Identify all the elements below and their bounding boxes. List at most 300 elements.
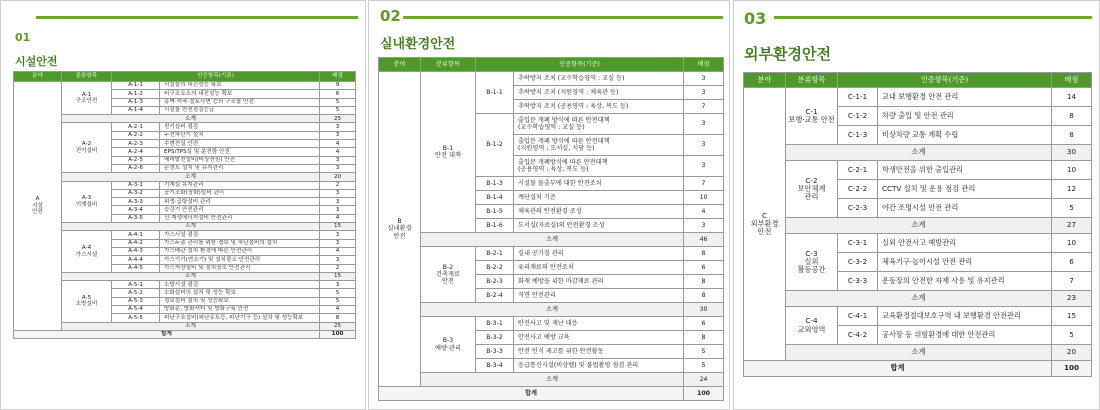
text-line: 석면 안전관리 [518, 291, 556, 299]
table-row [14, 181, 356, 189]
area-cell [744, 88, 786, 361]
subtotal-row [744, 291, 1092, 307]
table-row [744, 88, 1092, 107]
text-line: C-1 [805, 106, 818, 116]
item-criteria [514, 135, 684, 156]
item-code: A-1-2 [112, 90, 160, 98]
item-criteria: 실외 안전사고 예방관리 [878, 234, 1052, 253]
text-line: 추락방지 조치 (교수학습영역 : 교실 등) [518, 74, 625, 82]
text-line: 보안체계 [797, 183, 826, 193]
category-cell [786, 88, 838, 145]
item-score: 3 [320, 239, 356, 247]
subtotal-value: 15 [320, 223, 356, 231]
item-criteria [514, 86, 684, 100]
area-cell [379, 72, 421, 387]
item-criteria: 예비발전설비(비상전원) 안전 [160, 156, 320, 164]
item-criteria: 공기조화(장화)설비 관리 [160, 189, 320, 197]
subtotal-row [744, 145, 1092, 161]
item-score: 3 [684, 156, 724, 177]
item-criteria [514, 191, 684, 205]
section-number: 01 [15, 31, 31, 44]
subtotal-row [379, 233, 724, 247]
subtotal-label: 소계 [62, 223, 320, 231]
table-header-row [379, 58, 724, 72]
text-line: 관리 [804, 192, 819, 202]
text-line: 계단설치 기준 [518, 193, 556, 201]
item-score: 3 [320, 123, 356, 131]
section-title: 실내환경안전 [380, 37, 456, 52]
text-line: C-3 [805, 248, 818, 258]
item-code: A-2-6 [112, 164, 160, 172]
table-row [744, 161, 1092, 180]
text-line: 안전 인식 제고를 위한 안전활동 [518, 347, 604, 355]
subtotal-label: 소계 [421, 233, 684, 247]
item-code: A-3-1 [112, 181, 160, 189]
text-line: B [397, 218, 402, 226]
total-label: 합계 [744, 361, 1052, 377]
item-code: A-4-5 [112, 264, 160, 272]
item-criteria: 공사장 등 위험환경에 대한 안전관리 [878, 326, 1052, 345]
text-line: B-3 [442, 337, 454, 345]
item-score: 2 [320, 181, 356, 189]
item-code: B-1-6 [476, 219, 514, 233]
item-criteria: 야간 조명시설 안전 관리 [878, 199, 1052, 218]
item-criteria [514, 289, 684, 303]
table-row [379, 72, 724, 86]
text-line: C [761, 210, 768, 220]
text-line: 구조안전 [75, 98, 98, 105]
item-criteria: 시설물의 내진성능 확보 [160, 82, 320, 90]
text-line: 교외영역 [797, 324, 826, 334]
category-cell [786, 234, 838, 291]
item-criteria [514, 247, 684, 261]
item-code: C-1-1 [838, 88, 878, 107]
item-score: 3 [684, 219, 724, 233]
item-code: A-3-4 [112, 206, 160, 214]
text-line: 가스시설 [75, 251, 98, 258]
item-score: 14 [1052, 88, 1092, 107]
table-body [14, 82, 356, 339]
item-criteria: 기계실 유지관리 [160, 181, 320, 189]
text-line: (교수학습영역 : 교실 등) [518, 124, 585, 131]
item-score: 5 [320, 289, 356, 297]
subtotal-label: 소계 [421, 303, 684, 317]
item-score: 8 [684, 247, 724, 261]
item-score: 6 [1052, 253, 1092, 272]
item-code: C-4-1 [838, 307, 878, 326]
table-row [379, 247, 724, 261]
header-score: 배점 [320, 72, 356, 82]
item-code: B-2-1 [476, 247, 514, 261]
divider-line [403, 16, 723, 19]
item-score: 5 [320, 106, 356, 114]
subtotal-row [14, 173, 356, 181]
item-code: A-4-3 [112, 247, 160, 255]
item-criteria: 소화설비의 설치 및 성능 확보 [160, 289, 320, 297]
item-criteria: 가스기기(연소기) 및 설치장소 안전관리 [160, 256, 320, 264]
text-line: 소방설비 [75, 301, 98, 308]
item-score: 3 [684, 72, 724, 86]
total-value: 100 [684, 387, 724, 401]
item-score: 8 [1052, 107, 1092, 126]
item-criteria: 신·재생에너지설비 안전관리 [160, 214, 320, 222]
text-line: 보행·교통 안전 [788, 115, 835, 124]
item-code: A-5-1 [112, 281, 160, 289]
divider-line [774, 16, 1092, 19]
item-code: B-3-2 [476, 331, 514, 345]
item-criteria: 비구조요소의 내진성능 확보 [160, 90, 320, 98]
item-code: A-4-2 [112, 239, 160, 247]
item-score: 3 [320, 281, 356, 289]
subtotal-row [379, 373, 724, 387]
table-row [14, 82, 356, 90]
item-criteria: 피난구조설비(피난유도등, 피난기구 등) 설치 및 성능확보 [160, 314, 320, 322]
item-code: A-2-1 [112, 123, 160, 131]
table-header-row [744, 73, 1092, 88]
item-code: B-2-4 [476, 289, 514, 303]
total-row [379, 387, 724, 401]
text-line: (지원영역 : 도서실, 식당 등) [518, 145, 595, 152]
item-code: B-3-4 [476, 359, 514, 373]
item-code: A-2-5 [112, 156, 160, 164]
section-number: 02 [380, 7, 401, 25]
text-line: 안전사고 및 재난 대응 [518, 319, 578, 327]
subtotal-label: 소계 [786, 291, 1052, 307]
item-criteria [514, 219, 684, 233]
item-code: B-1-2 [476, 114, 514, 177]
item-score: 7 [684, 177, 724, 191]
section-title: 외부환경안전 [744, 45, 831, 63]
text-line: B-1 [442, 144, 454, 152]
subtotal-label: 소계 [786, 145, 1052, 161]
item-score: 3 [320, 156, 356, 164]
item-criteria [514, 317, 684, 331]
panel-indoor-safety [368, 0, 730, 410]
item-code: A-4-1 [112, 231, 160, 239]
subtotal-value: 46 [684, 233, 724, 247]
item-code: C-4-2 [838, 326, 878, 345]
area-cell [14, 82, 62, 331]
subtotal-row [14, 115, 356, 123]
item-criteria: 시설물 안전점검등급 [160, 106, 320, 114]
item-criteria [514, 100, 684, 114]
item-code: C-3-1 [838, 234, 878, 253]
subtotal-value: 24 [684, 373, 724, 387]
item-score: 3 [320, 231, 356, 239]
item-code: B-3-1 [476, 317, 514, 331]
text-line: 안전 대책 [435, 152, 461, 159]
text-line: A-3 [81, 195, 92, 202]
item-score: 12 [1052, 180, 1092, 199]
item-criteria [514, 345, 684, 359]
item-score: 8 [1052, 126, 1092, 145]
text-line: C-4 [805, 316, 818, 326]
item-score: 10 [1052, 161, 1092, 180]
text-line: (공용영역 : 육상, 복도 등) [518, 166, 589, 173]
item-score: 8 [684, 275, 724, 289]
text-line: C-2 [805, 175, 818, 185]
item-criteria: 전기설비 점검 [160, 123, 320, 131]
text-line: A [35, 196, 40, 203]
subtotal-label: 소계 [62, 272, 320, 280]
item-score: 5 [1052, 326, 1092, 345]
item-criteria: 소방시설 점검 [160, 281, 320, 289]
table-row [379, 317, 724, 331]
subtotal-label: 소계 [62, 115, 320, 123]
text-line: 출입문 개폐방식에 따른 안전대책 [518, 158, 608, 166]
item-code: C-1-3 [838, 126, 878, 145]
subtotal-value: 25 [320, 115, 356, 123]
text-line: 안전사고 예방 교육 [518, 333, 570, 341]
item-code: C-1-2 [838, 107, 878, 126]
item-code: C-2-1 [838, 161, 878, 180]
item-score: 4 [320, 306, 356, 314]
item-score: 5 [320, 297, 356, 305]
item-criteria: 수변전실 안전 [160, 140, 320, 148]
category-cell [421, 317, 476, 373]
item-score: 3 [684, 114, 724, 135]
table-row [14, 123, 356, 131]
item-code: A-4-4 [112, 256, 160, 264]
category-cell [786, 307, 838, 345]
item-criteria: 누전차단기 설치 [160, 131, 320, 139]
subtotal-value: 30 [684, 303, 724, 317]
item-criteria: 교육환경절대보호구역 내 보행환경 안전관리 [878, 307, 1052, 326]
text-line: 출입문 개폐 방식에 따른 안전대책 [518, 137, 610, 145]
text-line: 실내 공기질 관리 [518, 249, 564, 257]
item-score: 6 [684, 317, 724, 331]
item-code: B-1-4 [476, 191, 514, 205]
text-line: 응급통신시설(비상벨) 및 불법촬영 점검 관리 [518, 361, 639, 369]
item-code: A-5-5 [112, 314, 160, 322]
header-score: 배점 [1052, 73, 1092, 88]
item-criteria: 비상차량 교통 계획 수립 [878, 126, 1052, 145]
text-line: A-4 [81, 245, 92, 252]
subtotal-value: 27 [1052, 218, 1092, 234]
item-criteria: 콘센트 설치 및 유지관리 [160, 164, 320, 172]
subtotal-row [379, 303, 724, 317]
subtotal-value: 20 [320, 173, 356, 181]
text-line: 시설 [32, 202, 43, 209]
category-cell [421, 72, 476, 233]
section-title: 시설안전 [15, 55, 58, 68]
item-score: 8 [684, 289, 724, 303]
text-line: 화재 예방을 위한 마감재료 관리 [518, 277, 604, 285]
item-criteria [514, 72, 684, 86]
table-body [744, 88, 1092, 377]
panel-outdoor-safety [733, 0, 1100, 410]
item-criteria: 가스시설 점검 [160, 231, 320, 239]
text-line: 유리재료의 안전조치 [518, 263, 574, 271]
item-code: A-3-5 [112, 214, 160, 222]
item-criteria: CCTV 설치 및 운용 점검 관리 [878, 180, 1052, 199]
item-score: 3 [320, 189, 356, 197]
item-code: A-5-2 [112, 289, 160, 297]
criteria-table [743, 72, 1092, 377]
item-criteria: 학생안전을 위한 출입관리 [878, 161, 1052, 180]
category-cell [62, 123, 112, 173]
text-line: 안전 [442, 278, 454, 286]
item-code: A-5-3 [112, 297, 160, 305]
category-cell [62, 231, 112, 272]
header-score: 배점 [684, 58, 724, 72]
item-code: A-5-4 [112, 306, 160, 314]
item-code: A-1-3 [112, 98, 160, 106]
item-score: 3 [684, 86, 724, 100]
item-code: A-3-3 [112, 198, 160, 206]
category-cell [62, 181, 112, 222]
text-line: A-2 [81, 141, 92, 148]
text-line: 실내환경 [387, 225, 412, 233]
item-score: 5 [1052, 199, 1092, 218]
item-code: C-3-3 [838, 272, 878, 291]
header-area: 분야 [14, 72, 62, 82]
item-score: 4 [684, 205, 724, 219]
item-score: 3 [320, 131, 356, 139]
item-score: 3 [320, 164, 356, 172]
subtotal-row [744, 218, 1092, 234]
item-criteria [514, 205, 684, 219]
item-criteria: 차량 출입 및 안전 관리 [878, 107, 1052, 126]
category-cell [421, 247, 476, 303]
item-criteria: 가스누출 관리를 위한 경보 및 차단설비의 설치 [160, 239, 320, 247]
item-code: A-2-3 [112, 140, 160, 148]
item-code: A-2-2 [112, 131, 160, 139]
item-code: C-2-3 [838, 199, 878, 218]
item-criteria: 경보설비 설치 및 성능확보 [160, 297, 320, 305]
item-score: 6 [684, 261, 724, 275]
item-score: 3 [320, 256, 356, 264]
item-code: A-1-1 [112, 82, 160, 90]
header-area: 분야 [744, 73, 786, 88]
item-criteria: 방화문, 방화셔터 및 방화구획 안전 [160, 306, 320, 314]
total-value: 100 [1052, 361, 1092, 377]
item-code: C-3-2 [838, 253, 878, 272]
item-score: 5 [684, 345, 724, 359]
item-score: 15 [1052, 307, 1092, 326]
header-category: 분류항목 [421, 58, 476, 72]
criteria-table [378, 57, 724, 401]
item-criteria: 운동장의 안전한 자재 사용 및 유지관리 [878, 272, 1052, 291]
text-line: 출입문 개폐 방식에 따른 안전대책 [518, 116, 610, 124]
total-value: 100 [320, 330, 356, 338]
item-code: A-2-4 [112, 148, 160, 156]
text-line: 추락방지 조치 (지원영역 : 체육관 등) [518, 88, 619, 96]
table-row [14, 231, 356, 239]
criteria-table [13, 71, 356, 339]
item-code: C-2-2 [838, 180, 878, 199]
total-label: 합계 [379, 387, 684, 401]
text-line: 예방·관리 [435, 344, 461, 352]
item-criteria [514, 359, 684, 373]
item-score: 4 [320, 140, 356, 148]
item-criteria: 가스배관 설치 환경에 따른 안전관리 [160, 247, 320, 255]
text-line: 활동공간 [797, 265, 826, 275]
text-line: A-5 [81, 294, 92, 301]
text-line: 외부환경 [750, 218, 779, 228]
item-criteria: 교내 보행환경 안전 관리 [878, 88, 1052, 107]
table-body [379, 72, 724, 401]
subtotal-value: 15 [320, 272, 356, 280]
item-criteria: 승강기 안전관리 [160, 206, 320, 214]
item-criteria [514, 275, 684, 289]
item-score: 3 [320, 198, 356, 206]
item-score: 6 [320, 90, 356, 98]
subtotal-value: 20 [1052, 345, 1092, 361]
text-line: B-2 [442, 263, 454, 271]
text-line: 추락방지 조치 (공용영역 : 육상, 복도 등) [518, 102, 629, 110]
item-score: 5 [684, 359, 724, 373]
text-line: 실외 [804, 256, 819, 266]
item-score: 9 [320, 82, 356, 90]
subtotal-label: 소계 [62, 322, 320, 330]
subtotal-label: 소계 [62, 173, 320, 181]
subtotal-label: 소계 [786, 218, 1052, 234]
subtotal-row [14, 223, 356, 231]
item-criteria [514, 331, 684, 345]
subtotal-value: 25 [320, 322, 356, 330]
subtotal-value: 23 [1052, 291, 1092, 307]
text-line: 체육관의 안전환경 조성 [518, 207, 582, 215]
header-criteria: 인증항목(기준) [838, 73, 1052, 88]
item-code: B-2-2 [476, 261, 514, 275]
text-line: 안전 [757, 227, 772, 237]
item-score: 10 [1052, 234, 1092, 253]
item-criteria: 위생·급탕설비 관리 [160, 198, 320, 206]
subtotal-label: 소계 [786, 345, 1052, 361]
item-code: A-1-4 [112, 106, 160, 114]
table-row [744, 234, 1092, 253]
header-area: 분야 [379, 58, 421, 72]
text-line: 건축재료 [436, 270, 460, 278]
subtotal-label: 소계 [421, 373, 684, 387]
item-score: 4 [320, 214, 356, 222]
item-criteria [514, 156, 684, 177]
item-score: 4 [320, 148, 356, 156]
category-cell [62, 281, 112, 322]
item-code: B-2-3 [476, 275, 514, 289]
item-score: 2 [320, 264, 356, 272]
item-code: B-1-1 [476, 72, 514, 114]
header-criteria: 인증항목(기준) [476, 58, 684, 72]
total-row [744, 361, 1092, 377]
text-line: 전기설비 [75, 147, 98, 154]
header-category: 분류항목 [786, 73, 838, 88]
item-criteria: 체육기구·놀이시설 안전 관리 [878, 253, 1052, 272]
text-line: 도서실(자료실)의 안전환경 조성 [518, 221, 605, 229]
text-line: 시설물 돌출부에 대한 안전조치 [518, 179, 602, 187]
header-category: 분류항목 [62, 72, 112, 82]
item-score: 8 [684, 331, 724, 345]
text-line: 안전 [32, 209, 43, 216]
header-criteria: 인증항목(기준) [112, 72, 320, 82]
item-code: B-1-5 [476, 205, 514, 219]
text-line: 기계설비 [75, 201, 98, 208]
divider-line [36, 16, 358, 19]
item-criteria [514, 177, 684, 191]
table-row [744, 307, 1092, 326]
item-score: 3 [320, 206, 356, 214]
total-label: 합계 [14, 330, 320, 338]
subtotal-row [14, 322, 356, 330]
item-score: 8 [320, 314, 356, 322]
item-score: 7 [684, 100, 724, 114]
item-score: 10 [684, 191, 724, 205]
subtotal-row [744, 345, 1092, 361]
item-code: B-3-3 [476, 345, 514, 359]
item-criteria: EPS/TPS실 및 분전함 안전 [160, 148, 320, 156]
item-criteria [514, 261, 684, 275]
